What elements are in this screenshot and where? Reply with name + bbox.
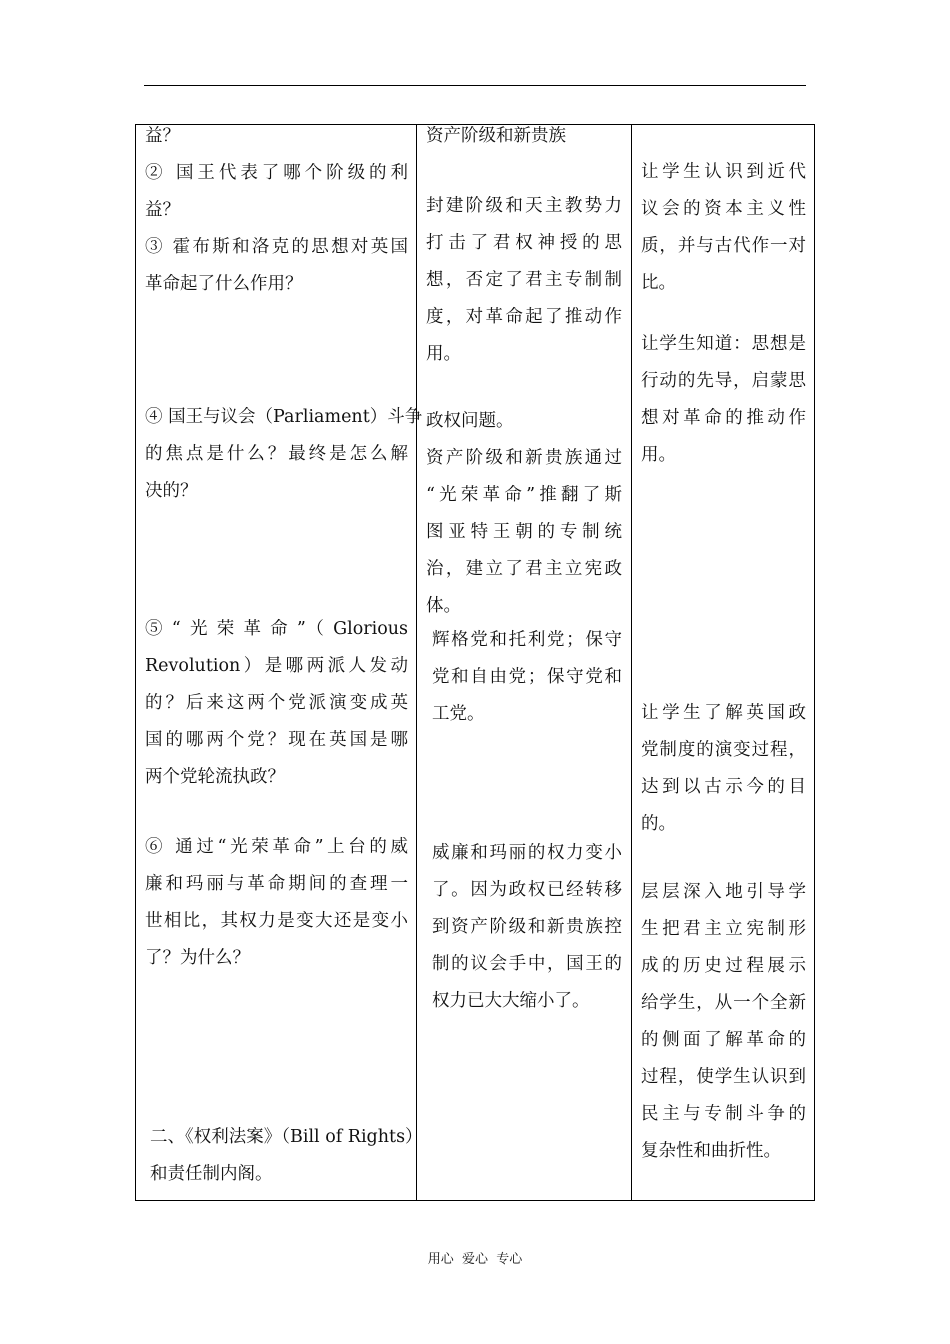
text-line: 资产阶级和新贵族通过 — [426, 448, 622, 468]
text-line: ② 国王代表了哪个阶级的利 — [145, 163, 408, 183]
column-divider-2 — [631, 124, 632, 1201]
answer-2 — [426, 188, 622, 373]
text-line: 到资产阶级和新贵族控 — [432, 917, 622, 937]
text-line: 想，否定了君主专制制 — [426, 270, 622, 290]
text-line: 二、《权利法案》（Bill of Rights） — [150, 1127, 423, 1147]
text-line: 的焦点是什么？最终是怎么解 — [145, 444, 408, 464]
text-line: 决的？ — [145, 481, 198, 501]
text-line: 了？为什么？ — [145, 948, 250, 968]
purpose-3 — [641, 695, 806, 843]
text-line: 让学生知道：思想是 — [641, 334, 806, 354]
text-line: 行动的先导，启蒙思 — [641, 371, 806, 391]
question-2 — [145, 155, 408, 229]
text-line: 资产阶级和新贵族 — [426, 126, 566, 146]
text-line: 辉格党和托利党；保守 — [432, 630, 622, 650]
text-line: 让学生了解英国政 — [641, 703, 806, 723]
text-line: 党和自由党；保守党和 — [432, 667, 622, 687]
text-line: 工党。 — [432, 704, 485, 724]
text-line: 层层深入地引导学 — [641, 882, 806, 902]
text-line: 了。因为政权已经转移 — [432, 880, 622, 900]
question-1-tail — [145, 118, 180, 155]
text-line: 图亚特王朝的专制统 — [426, 522, 622, 542]
question-4 — [145, 399, 423, 510]
text-line: 益？ — [145, 200, 180, 220]
text-line: 打击了君权神授的思 — [426, 233, 622, 253]
text-line: 廉和玛丽与革命期间的查理一 — [145, 874, 408, 894]
text-line: “光荣革命”推翻了斯 — [426, 485, 622, 505]
purpose-4 — [641, 874, 806, 1170]
text-line: 比。 — [641, 273, 676, 293]
section-two-heading — [150, 1119, 423, 1193]
column-divider-1 — [416, 124, 417, 1201]
answer-5 — [432, 622, 622, 733]
text-line: 生把君主立宪制形 — [641, 919, 806, 939]
text-line: 的。 — [641, 814, 676, 834]
text-line: 成的历史过程展示 — [641, 956, 806, 976]
answer-1 — [426, 118, 566, 155]
text-line: Revolution）是哪两派人发动 — [145, 656, 408, 676]
text-line: ⑤“光荣革命”（Glorious — [145, 619, 408, 639]
purpose-2 — [641, 326, 806, 474]
text-line: 想对革命的推动作 — [641, 408, 806, 428]
question-6 — [145, 829, 408, 977]
text-line: 民主与专制斗争的 — [641, 1104, 806, 1124]
answer-6 — [432, 835, 622, 1020]
header-rule — [144, 85, 806, 86]
question-5 — [145, 611, 408, 796]
text-line: 权力已大大缩小了。 — [432, 991, 590, 1011]
text-line: 威廉和玛丽的权力变小 — [432, 843, 622, 863]
text-line: 和责任制内阁。 — [150, 1164, 273, 1184]
page-footer: 用心 爱心 专心 — [427, 1252, 523, 1267]
text-line: 的侧面了解革命的 — [641, 1030, 806, 1050]
text-line: 国的哪两个党？现在英国是哪 — [145, 730, 408, 750]
text-line: 世相比，其权力是变大还是变小 — [145, 911, 408, 931]
text-line: 制的议会手中，国王的 — [432, 954, 622, 974]
text-line: 过程，使学生认识到 — [641, 1067, 806, 1087]
text-line: 治，建立了君主立宪政 — [426, 559, 622, 579]
text-line: 达到以古示今的目 — [641, 777, 806, 797]
question-3 — [145, 229, 408, 303]
text-line: 用。 — [641, 445, 676, 465]
text-line: 给学生，从一个全新 — [641, 993, 806, 1013]
text-line: 益？ — [145, 126, 180, 146]
text-line: ③ 霍布斯和洛克的思想对英国 — [145, 237, 408, 257]
text-line: 度，对革命起了推动作 — [426, 307, 622, 327]
text-line: 党制度的演变过程， — [641, 740, 806, 760]
text-line: 让学生认识到近代 — [641, 162, 806, 182]
text-line: 质，并与古代作一对 — [641, 236, 806, 256]
text-line: 用。 — [426, 344, 461, 364]
text-line: ⑥ 通过“光荣革命”上台的威 — [145, 837, 408, 857]
text-line: 革命起了什么作用？ — [145, 274, 303, 294]
text-line: ④ 国王与议会（Parliament）斗争 — [145, 407, 423, 427]
text-line: 复杂性和曲折性。 — [641, 1141, 781, 1161]
purpose-1 — [641, 154, 806, 302]
text-line: 议会的资本主义性 — [641, 199, 806, 219]
text-line: 两个党轮流执政？ — [145, 767, 285, 787]
answer-3 — [426, 403, 622, 625]
text-line: 封建阶级和天主教势力 — [426, 196, 622, 216]
text-line: 体。 — [426, 596, 461, 616]
text-line: 政权问题。 — [426, 411, 514, 431]
text-line: 的？后来这两个党派演变成英 — [145, 693, 408, 713]
